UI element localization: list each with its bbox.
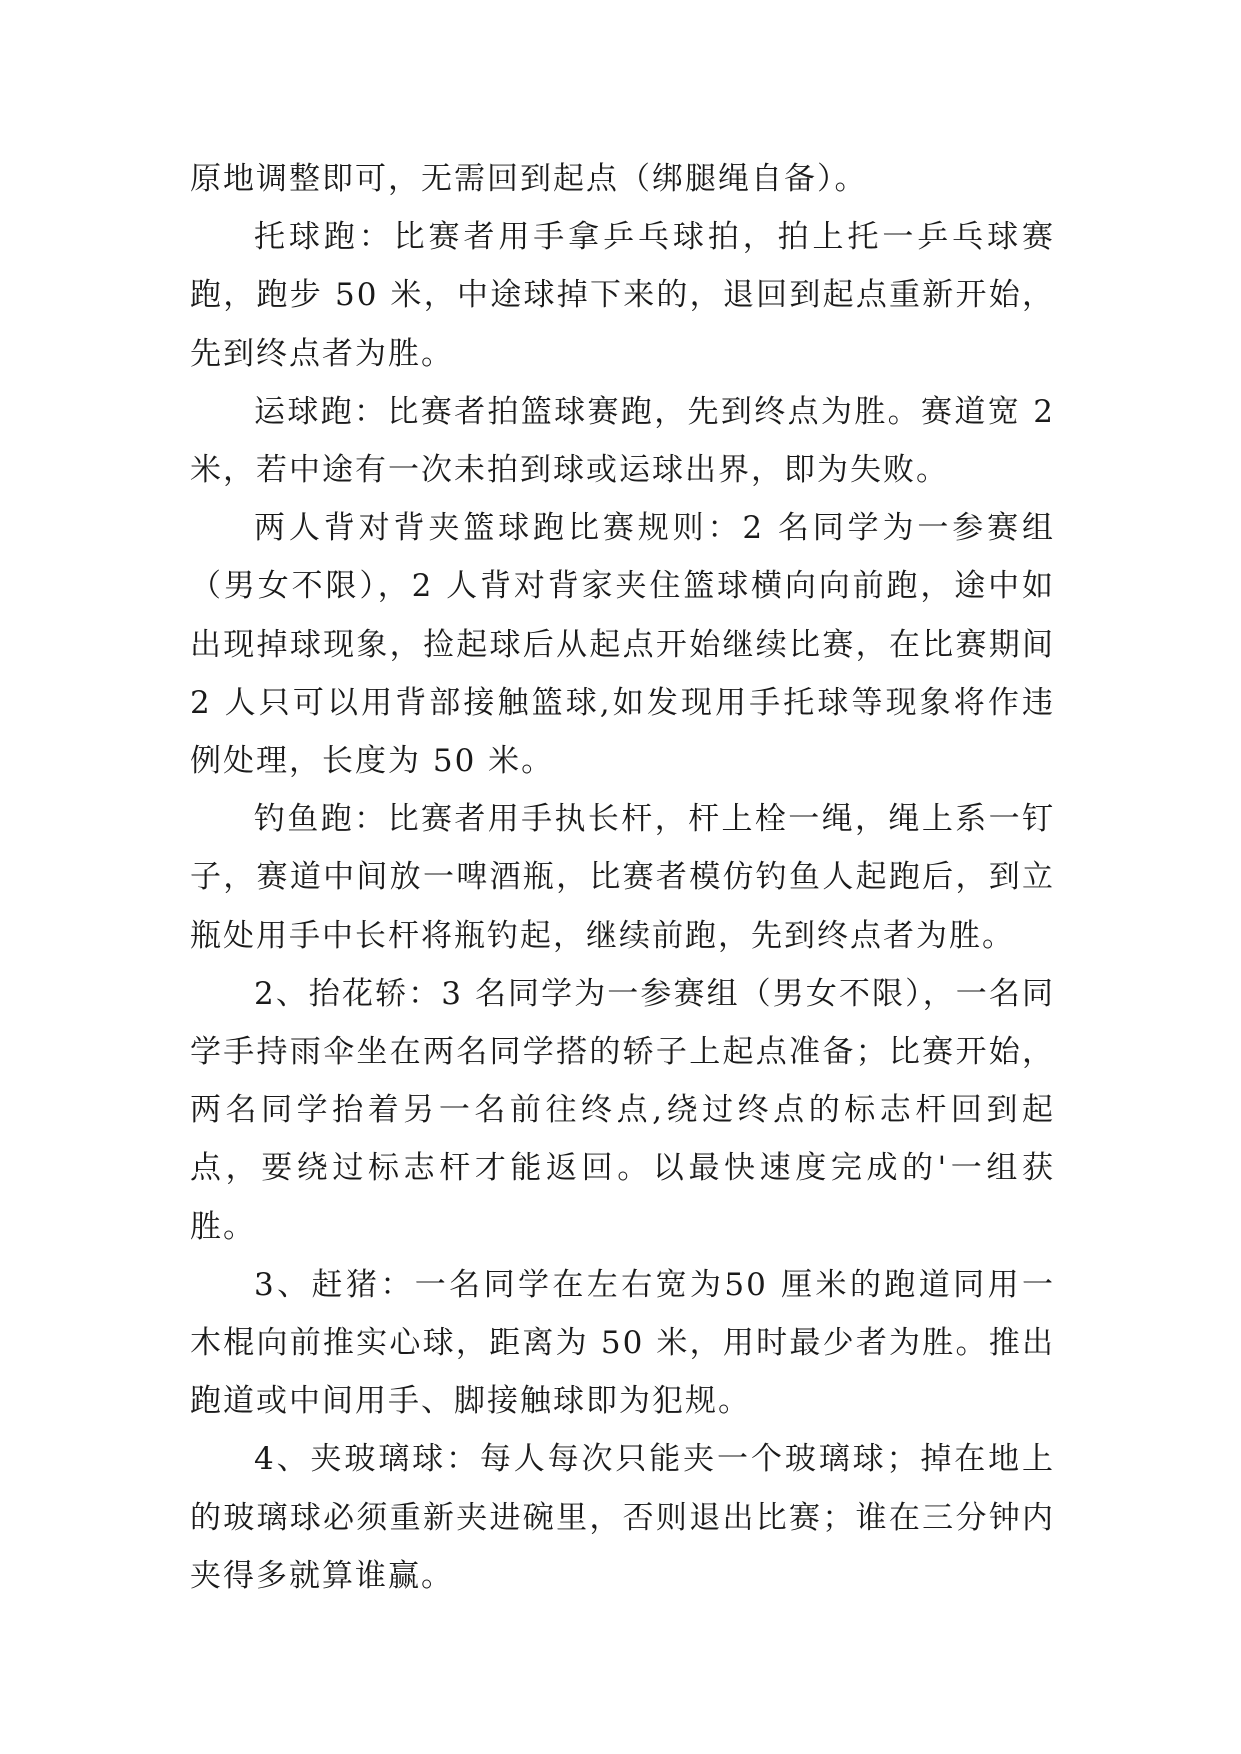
paragraph-continuation: 原地调整即可，无需回到起点（绑腿绳自备）。 <box>190 161 868 197</box>
paragraph-pig-herding: 3、赶猪：一名同学在左右宽为50 厘米的跑道同用一木棍向前推实心球，距离为 50 米，用时最少者为胜。推出跑道或中间用手、脚接触球即为犯规。 <box>190 1266 1055 1420</box>
paragraph-fishing-run: 钓鱼跑：比赛者用手执长杆，杆上栓一绳，绳上系一钉子，赛道中间放一啤酒瓶，比赛者模仿钓鱼人起跑后，到立瓶处用手中长杆将瓶钓起，继续前跑，先到终点者为胜。 <box>190 801 1055 954</box>
paragraph-back-to-back-run: 两人背对背夹篮球跑比赛规则：2 名同学为一参赛组（男女不限），2 人背对背家夹住篮球横向向前跑，途中如出现掉球现象，捡起球后从起点开始继续比赛，在比赛期间 2 人只可以用背部接触篮球,如发现用手托球等现象将作违例处理，长度为 50 米。 <box>190 510 1055 780</box>
paragraph-glass-marbles: 4、夹玻璃球：每人每次只能夹一个玻璃球；掉在地上的玻璃球必须重新夹进碗里，否则退出比赛；谁在三分钟内夹得多就算谁赢。 <box>190 1441 1055 1594</box>
paragraph-ball-balance-run: 托球跑：比赛者用手拿乒乓球拍，拍上托一乒乓球赛跑，跑步 50 米，中途球掉下来的，退回到起点重新开始，先到终点者为胜。 <box>190 219 1055 372</box>
paragraph-sedan-carry: 2、抬花轿：3 名同学为一参赛组（男女不限），一名同学手持雨伞坐在两名同学搭的轿子上起点准备；比赛开始，两名同学抬着另一名前往终点,绕过终点的标志杆回到起点，要绕过标志杆才能返回。以最快速度完成的'一组获胜。 <box>190 975 1055 1245</box>
document-body <box>190 150 1055 1605</box>
paragraph-dribble-run: 运球跑：比赛者拍篮球赛跑，先到终点为胜。赛道宽 2 米，若中途有一次未拍到球或运球出界，即为失败。 <box>190 393 1055 489</box>
